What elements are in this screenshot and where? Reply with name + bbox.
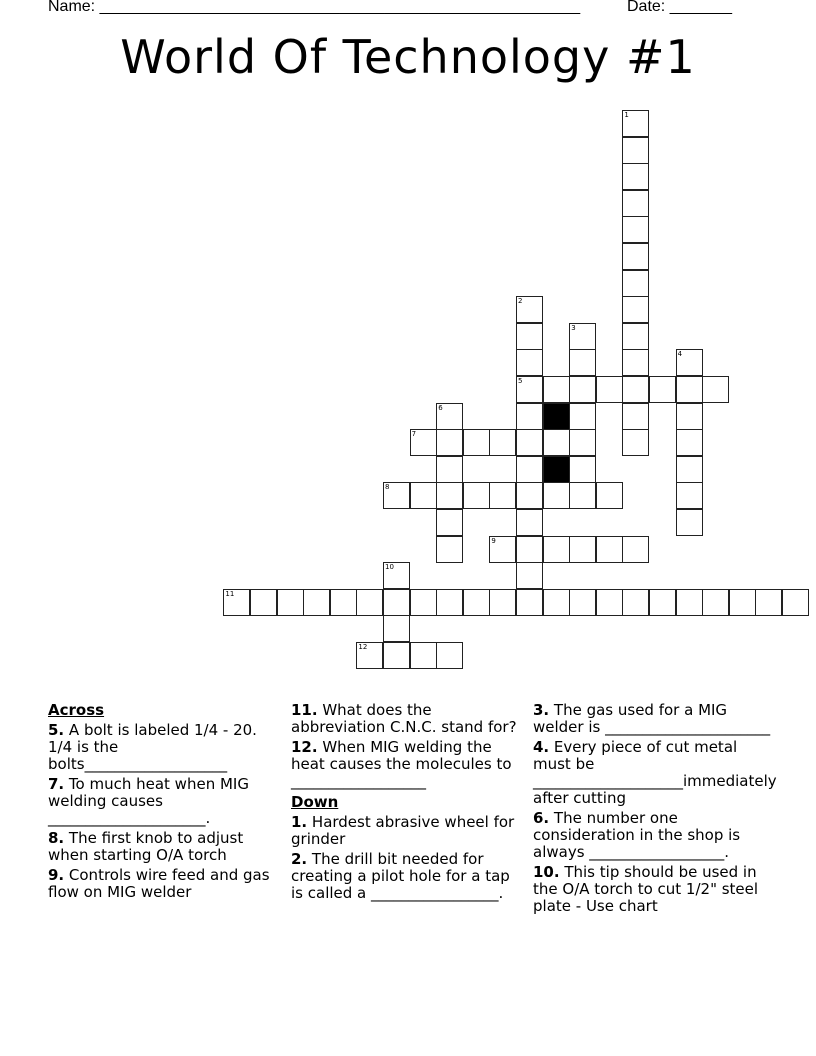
crossword-cell[interactable]	[596, 482, 623, 509]
crossword-cell[interactable]	[755, 589, 782, 616]
crossword-cell[interactable]	[356, 642, 383, 669]
crossword-cell[interactable]	[463, 482, 490, 509]
crossword-cell[interactable]	[676, 376, 703, 403]
crossword-cell[interactable]	[516, 482, 543, 509]
name-field-label: Name: ______________________________________________________	[48, 0, 581, 15]
clue-text: The number one consideration in the shop is always __________________.	[533, 809, 745, 861]
crossword-cell[interactable]	[436, 589, 463, 616]
crossword-cell[interactable]	[516, 509, 543, 536]
across-clue-list-continued	[291, 702, 523, 790]
crossword-cell[interactable]	[622, 536, 649, 563]
clue-number: 3	[571, 323, 576, 332]
clue-number: 9	[491, 536, 496, 545]
clue-item	[533, 810, 773, 861]
clue-number-label: 10.	[533, 863, 560, 881]
crossword-cell[interactable]	[782, 589, 809, 616]
crossword-cell[interactable]	[463, 589, 490, 616]
clue-text: What does the abbreviation C.N.C. stand for?	[291, 701, 517, 736]
crossword-cell[interactable]	[383, 642, 410, 669]
crossword-cell[interactable]	[489, 429, 516, 456]
clue-number-label: 2.	[291, 850, 308, 868]
crossword-cell[interactable]	[463, 429, 490, 456]
crossword-cell[interactable]	[569, 376, 596, 403]
down-clue-list-continued	[533, 701, 782, 915]
clue-text: The gas used for a MIG welder is ______________________	[533, 701, 771, 736]
crossword-cell[interactable]	[622, 110, 649, 137]
crossword-cell[interactable]	[622, 403, 649, 430]
clue-number-label: 12.	[291, 738, 318, 756]
clue-number: 10	[385, 563, 394, 572]
crossword-cell[interactable]	[676, 482, 703, 509]
clue-text: Every piece of cut metal must be ____________________immediately after cutting	[533, 738, 782, 807]
clue-number-label: 3.	[533, 701, 550, 719]
across-clue-list	[48, 722, 280, 901]
crossword-cell[interactable]	[436, 429, 463, 456]
clue-number-label: 8.	[48, 829, 65, 847]
crossword-cell[interactable]	[569, 429, 596, 456]
crossword-cell[interactable]	[622, 216, 649, 243]
crossword-cell[interactable]	[569, 323, 596, 350]
crossword-cell[interactable]	[277, 589, 304, 616]
crossword-cell[interactable]	[622, 190, 649, 217]
crossword-cell[interactable]	[436, 536, 463, 563]
crossword-cell[interactable]	[569, 536, 596, 563]
clue-number: 8	[385, 483, 390, 492]
crossword-cell[interactable]	[516, 536, 543, 563]
clue-text: Controls wire feed and gas flow on MIG welder	[48, 866, 275, 901]
clue-text: When MIG welding the heat causes the molecules to __________________	[291, 738, 517, 790]
crossword-cell[interactable]	[516, 296, 543, 323]
clues-column-2	[291, 702, 523, 905]
clue-number-label: 11.	[291, 701, 318, 719]
crossword-cell[interactable]	[356, 589, 383, 616]
crossword-cell[interactable]	[622, 589, 649, 616]
crossword-cell[interactable]	[622, 376, 649, 403]
crossword-cell[interactable]	[729, 589, 756, 616]
crossword-cell[interactable]	[516, 376, 543, 403]
crossword-cell[interactable]	[622, 349, 649, 376]
crossword-cell[interactable]	[516, 403, 543, 430]
clue-number: 6	[438, 403, 443, 412]
crossword-cell[interactable]	[702, 589, 729, 616]
clue-text: The first knob to adjust when starting O/A torch	[48, 829, 249, 864]
clue-number: 4	[677, 350, 683, 359]
crossword-cell[interactable]	[489, 482, 516, 509]
crossword-cell[interactable]	[676, 349, 703, 376]
crossword-cell[interactable]	[649, 376, 676, 403]
clue-item	[48, 776, 280, 827]
crossword-cell[interactable]	[410, 429, 437, 456]
clue-item	[533, 702, 773, 736]
crossword-cell[interactable]	[622, 429, 649, 456]
crossword-cell[interactable]	[676, 429, 703, 456]
crossword-cell[interactable]	[516, 456, 543, 483]
crossword-cell[interactable]	[676, 589, 703, 616]
clue-text: Hardest abrasive wheel for grinder	[291, 813, 519, 848]
clue-item	[48, 722, 280, 773]
crossword-cell[interactable]	[702, 376, 729, 403]
crossword-cell[interactable]	[223, 589, 250, 616]
clue-text: The drill bit needed for creating a pilot hole for a tap is called a _________________.	[291, 850, 515, 902]
clue-item	[48, 830, 280, 864]
down-heading: Down	[291, 793, 339, 811]
crossword-cell[interactable]	[596, 536, 623, 563]
crossword-cell[interactable]	[569, 589, 596, 616]
crossword-cell[interactable]	[250, 589, 277, 616]
crossword-cell[interactable]	[622, 137, 649, 164]
clues-column-3	[533, 701, 782, 918]
crossword-cell[interactable]	[436, 403, 463, 430]
crossword-cell[interactable]	[622, 270, 649, 297]
crossword-cell[interactable]	[676, 403, 703, 430]
clue-item	[533, 864, 773, 915]
crossword-cell[interactable]	[649, 589, 676, 616]
page-title: World Of Technology #1	[120, 30, 696, 84]
crossword-cell[interactable]	[489, 589, 516, 616]
clue-item	[48, 867, 280, 901]
black-cell	[543, 456, 570, 483]
clue-number: 12	[358, 643, 368, 651]
clue-number: 2	[518, 297, 523, 306]
crossword-cell[interactable]	[676, 509, 703, 536]
across-heading: Across	[48, 701, 105, 719]
crossword-cell[interactable]	[303, 589, 330, 616]
crossword-cell[interactable]	[543, 536, 570, 563]
clue-number: 1	[624, 111, 629, 119]
black-cell	[543, 403, 570, 430]
crossword-cell[interactable]	[543, 482, 570, 509]
crossword-cell[interactable]	[516, 589, 543, 616]
clue-item	[291, 814, 523, 848]
crossword-cell[interactable]	[516, 562, 543, 589]
crossword-cell[interactable]	[543, 429, 570, 456]
clue-number-label: 1.	[291, 813, 308, 831]
crossword-cell[interactable]	[383, 562, 410, 589]
crossword-cell[interactable]	[622, 323, 649, 350]
clue-number-label: 7.	[48, 775, 65, 793]
clue-text: A bolt is labeled 1/4 - 20. 1/4 is the bolts___________________	[48, 721, 262, 773]
crossword-cell[interactable]	[622, 243, 649, 270]
crossword-cell[interactable]	[410, 482, 437, 509]
crossword-cell[interactable]	[436, 509, 463, 536]
clue-number-label: 9.	[48, 866, 65, 884]
crossword-cell[interactable]	[596, 589, 623, 616]
clue-number-label: 5.	[48, 721, 65, 739]
crossword-cell[interactable]	[676, 456, 703, 483]
crossword-cell[interactable]	[516, 349, 543, 376]
clue-text: This tip should be used in the O/A torch to cut 1/2" steel plate - Use chart	[533, 863, 763, 915]
down-clue-list	[291, 814, 523, 902]
crossword-cell[interactable]	[383, 615, 410, 642]
crossword-cell[interactable]	[516, 429, 543, 456]
clue-text: To much heat when MIG welding causes _____________________.	[48, 775, 254, 827]
date-field-label: Date: _______	[627, 0, 732, 15]
clue-item	[291, 851, 523, 902]
clue-item	[291, 702, 523, 736]
crossword-cell[interactable]	[596, 376, 623, 403]
crossword-cell[interactable]	[436, 482, 463, 509]
crossword-cell[interactable]	[543, 589, 570, 616]
clue-item	[533, 738, 782, 807]
crossword-cell[interactable]	[330, 589, 357, 616]
clue-number-label: 6.	[533, 809, 550, 827]
crossword-cell[interactable]	[383, 589, 410, 616]
clue-number: 5	[518, 377, 523, 385]
clue-number: 7	[411, 430, 417, 439]
crossword-cell[interactable]	[489, 536, 516, 563]
crossword-cell[interactable]	[569, 456, 596, 483]
crossword-cell[interactable]	[543, 376, 570, 403]
crossword-cell[interactable]	[622, 296, 649, 323]
crossword-cell[interactable]	[516, 323, 543, 350]
crossword-cell[interactable]	[569, 349, 596, 376]
clues-column-1	[48, 702, 280, 904]
clue-item	[291, 739, 523, 790]
crossword-cell[interactable]	[383, 482, 410, 509]
clue-number: 11	[225, 589, 235, 598]
clue-number-label: 4.	[533, 738, 550, 756]
crossword-cell[interactable]	[622, 163, 649, 190]
crossword-cell[interactable]	[569, 482, 596, 509]
crossword-cell[interactable]	[569, 403, 596, 430]
crossword-cell[interactable]	[436, 456, 463, 483]
crossword-cell[interactable]	[436, 642, 463, 669]
crossword-cell[interactable]	[410, 589, 437, 616]
crossword-cell[interactable]	[410, 642, 437, 669]
